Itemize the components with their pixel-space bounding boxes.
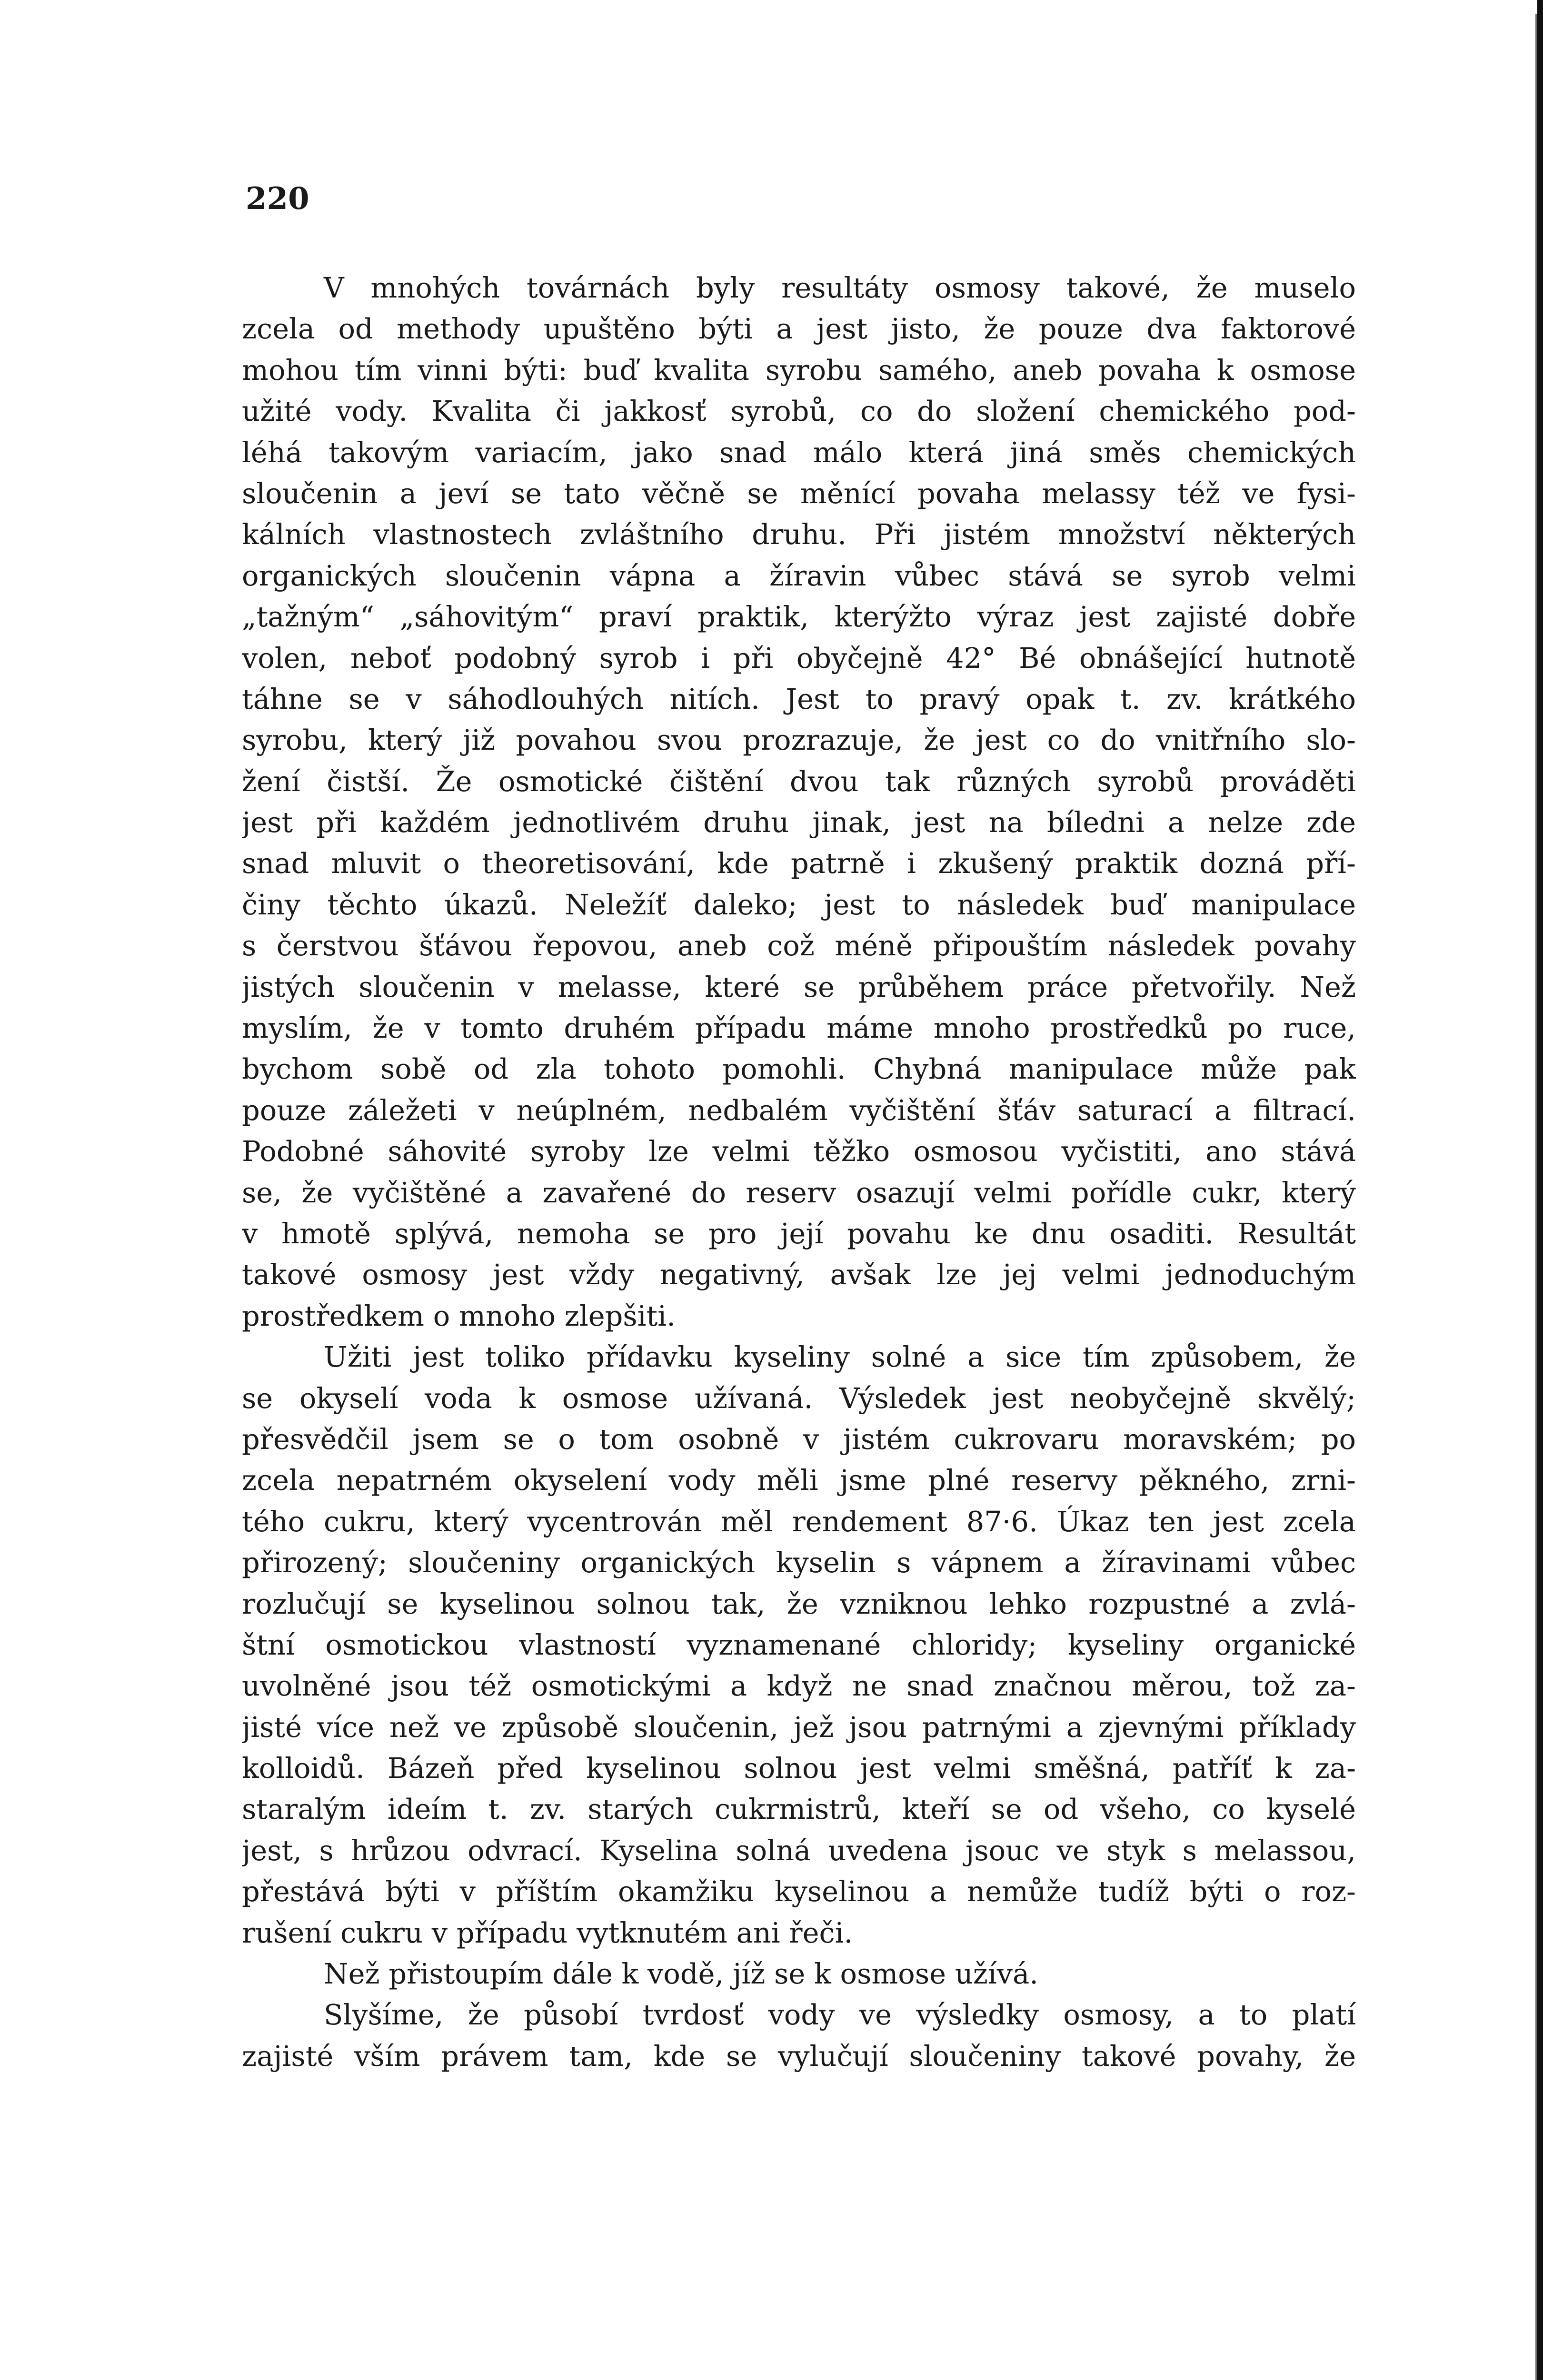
text-line: rozlučují se kyselinou solnou tak, že vzniknou lehko rozpustné a zvlá- [242, 1587, 1356, 1620]
text-line: žení čistší. Že osmotické čištění dvou tak různých syrobů prováděti [242, 764, 1356, 798]
text-line: se okyselí voda k osmose užívaná. Výsledek jest neobyčejně skvělý; [242, 1381, 1356, 1415]
text-line: přirozený; sloučeniny organických kyselin s vápnem a žíravinami vůbec [242, 1546, 1356, 1579]
page-number: 220 [246, 181, 309, 217]
text-line: tého cukru, který vycentrován měl rendement 87·6. Úkaz ten jest zcela [242, 1505, 1356, 1538]
text-line: jest při každém jednotlivém druhu jinak, jest na bíledni a nelze zde [242, 806, 1356, 839]
text-line: štní osmotickou vlastností vyznamenané chloridy; kyseliny organické [242, 1628, 1356, 1661]
text-line: Než přistoupím dále k vodě, jíž se k osmose užívá. [324, 1957, 1038, 1991]
text-line: zajisté vším právem tam, kde se vylučují sloučeniny takové povahy, že [242, 2039, 1356, 2073]
text-line: sloučenin a jeví se tato věčně se měnící povaha melassy též ve fysi- [242, 476, 1356, 510]
text-line: mohou tím vinni býti: buď kvalita syrobu samého, aneb povaha k osmose [242, 353, 1356, 387]
text-line: v hmotě splývá, nemoha se pro její povahu ke dnu osaditi. Resultát [242, 1217, 1356, 1250]
text-line: kolloidů. Bázeň před kyselinou solnou jest velmi směšná, patříť k za- [242, 1752, 1356, 1785]
text-line: bychom sobě od zla tohoto pomohli. Chybná manipulace může pak [242, 1052, 1356, 1086]
text-line: se, že vyčištěné a zavařené do reserv osazují velmi pořídle cukr, který [242, 1176, 1356, 1209]
text-line: takové osmosy jest vždy negativný, avšak lze jej velmi jednoduchým [242, 1258, 1356, 1291]
text-line: Podobné sáhovité syroby lze velmi těžko osmosou vyčistiti, ano stává [242, 1135, 1356, 1168]
text-line: kálních vlastnostech zvláštního druhu. Při jistém množství některých [242, 518, 1356, 551]
text-line: s čerstvou šťávou řepovou, aneb což méně připouštím následek povahy [242, 929, 1356, 962]
text-line: Slyšíme, že působí tvrdosť vody ve výsledky osmosy, a to platí [324, 1998, 1356, 2032]
text-line: pouze záležeti v neúplném, nedbalém vyčištění šťáv saturací a filtrací. [242, 1093, 1356, 1127]
text-line: Užiti jest toliko přídavku kyseliny solné a sice tím způsobem, že [324, 1340, 1356, 1374]
text-line: léhá takovým variacím, jako snad málo která jiná směs chemických [242, 436, 1356, 469]
text-line: zcela nepatrném okyselení vody měli jsme plné reservy pěkného, zrni- [242, 1464, 1356, 1497]
text-line: prostředkem o mnoho zlepšiti. [242, 1299, 676, 1332]
text-line: užité vody. Kvalita či jakkosť syrobů, co do složení chemického pod- [242, 395, 1356, 428]
text-line: snad mluvit o theoretisování, kde patrně i zkušený praktik dozná pří- [242, 847, 1356, 880]
text-line: činy těchto úkazů. Neležíť daleko; jest to následek buď manipulace [242, 888, 1356, 921]
text-line: přesvědčil jsem se o tom osobně v jistém cukrovaru moravském; po [242, 1422, 1356, 1456]
page-edge-border [1537, 0, 1543, 2380]
body-text [242, 268, 1356, 2077]
text-line: přestává býti v příštím okamžiku kyselinou a nemůže tudíž býti o roz- [242, 1875, 1356, 1908]
text-line: rušení cukru v případu vytknutém ani řeči. [242, 1916, 853, 1949]
text-line: myslím, že v tomto druhém případu máme mnoho prostředků po ruce, [242, 1012, 1356, 1045]
text-line: volen, neboť podobný syrob i při obyčejně 42° Bé obnášející hutnotě [242, 641, 1356, 674]
text-line: „tažným“ „sáhovitým“ praví praktik, kterýžto výraz jest zajisté dobře [242, 600, 1356, 634]
text-line: organických sloučenin vápna a žíravin vůbec stává se syrob velmi [242, 559, 1356, 592]
text-line: staralým ideím t. zv. starých cukrmistrů, kteří se od všeho, co kyselé [242, 1793, 1356, 1826]
text-line: jest, s hrůzou odvrací. Kyselina solná uvedena jsouc ve styk s melassou, [242, 1834, 1356, 1867]
text-line: syrobu, který již povahou svou prozrazuje, že jest co do vnitřního slo- [242, 724, 1356, 757]
text-line: táhne se v sáhodlouhých nitích. Jest to pravý opak t. zv. krátkého [242, 682, 1356, 715]
text-line: jistých sloučenin v melasse, které se průběhem práce přetvořily. Než [242, 970, 1356, 1003]
text-line: V mnohých továrnách byly resultáty osmosy takové, že muselo [324, 271, 1356, 304]
text-line: uvolněné jsou též osmotickými a když ne snad značnou měrou, tož za- [242, 1669, 1356, 1703]
text-line: zcela od methody upuštěno býti a jest jisto, že pouze dva faktorové [242, 312, 1356, 346]
text-line: jisté více než ve způsobě sloučenin, jež jsou patrnými a zjevnými příklady [242, 1710, 1356, 1744]
